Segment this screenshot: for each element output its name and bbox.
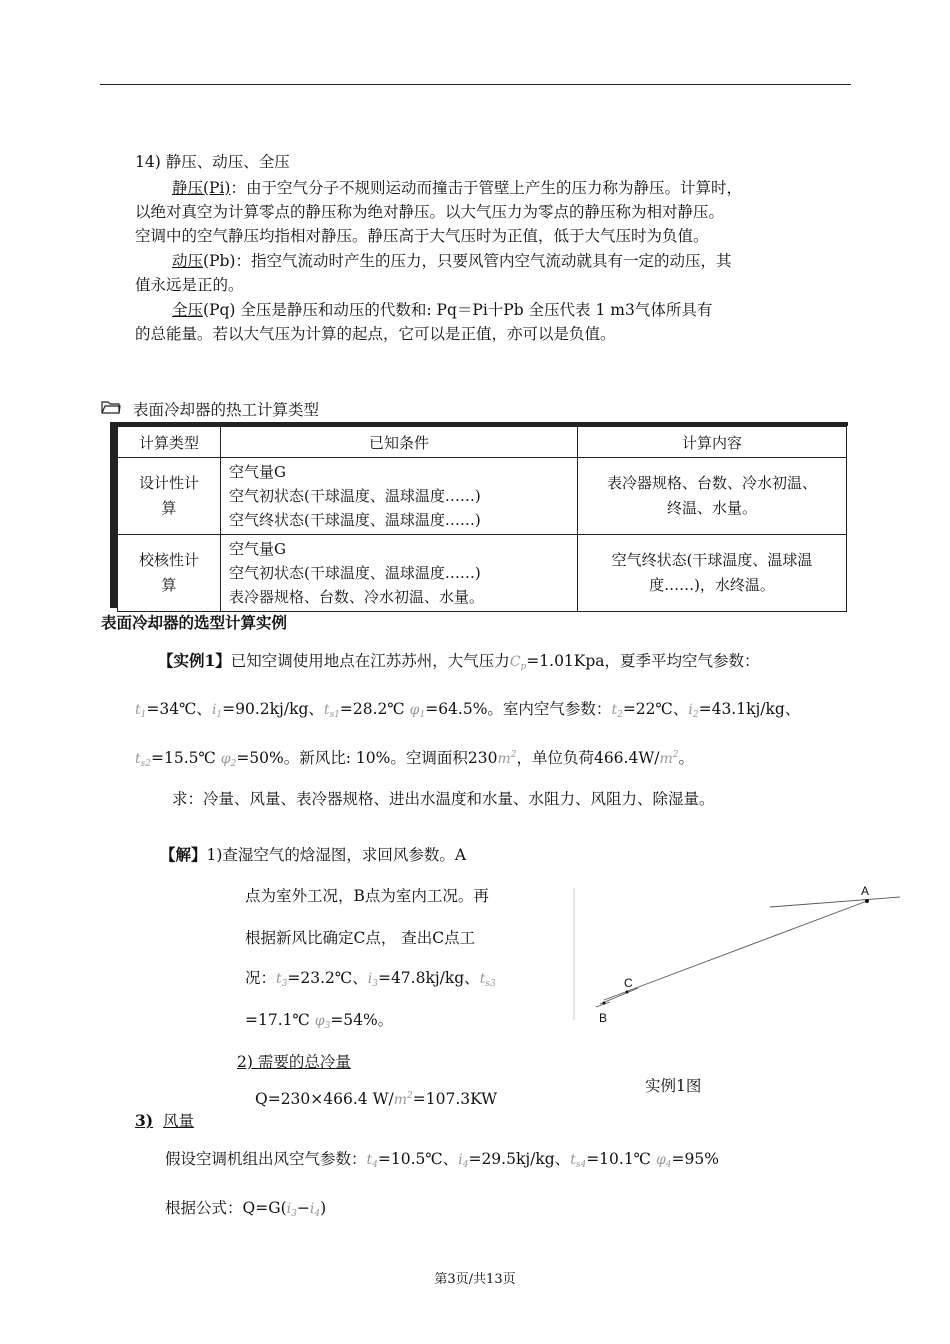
- text: ，单位负荷466.4W/: [516, 749, 660, 767]
- text: =29.5kj/kg、: [468, 1150, 571, 1168]
- solution-tag: 【解】: [160, 845, 207, 864]
- text: (Pb)：指空气流动时产生的压力，只要风管内空气流动就具有一定的动压，其: [203, 252, 732, 270]
- text: =17.1℃: [245, 1011, 315, 1029]
- variable: t: [135, 751, 141, 767]
- variable: i: [367, 971, 373, 987]
- example-question: 求：冷量、风量、表冷器规格、进出水温度和水量、水阻力、风阻力、除湿量。: [172, 790, 715, 808]
- page-footer: 第3页/共13页: [434, 1272, 516, 1287]
- solution-line: 根据新风比确定C点， 查出C点工: [245, 929, 476, 947]
- text: =15.5℃: [151, 749, 221, 767]
- text: =54%。: [330, 1011, 394, 1029]
- cell-line: 校核性计: [138, 551, 199, 569]
- variable: φ: [220, 751, 231, 767]
- text: 根据公式：Q=G(: [165, 1199, 287, 1217]
- cooling-formula: [255, 1090, 497, 1108]
- text-line: 以绝对真空为计算零点的静压称为绝对静压。以大气压力为零点的静压称为相对静压。: [135, 203, 725, 221]
- variable: φ: [655, 1152, 666, 1168]
- variable-subscript: 2: [230, 759, 237, 769]
- table-row: [118, 535, 847, 612]
- solution-line: [160, 843, 466, 865]
- mixing-line: [604, 901, 867, 1000]
- cell-line: 表冷器规格、台数、冷水初温、: [606, 474, 817, 492]
- variable: φ: [409, 702, 420, 718]
- text: 已知空调使用地点在江苏苏州，大气压力: [230, 652, 510, 670]
- variable: t: [276, 971, 282, 987]
- variable-subscript: 3: [324, 1021, 331, 1031]
- solution-line: 点为室外工况，B点为室内工况。再: [245, 887, 489, 905]
- variable-subscript: 3: [281, 979, 288, 989]
- table-cell: [578, 458, 847, 535]
- text: =64.5%。室内空气参数：: [425, 700, 612, 718]
- variable: m: [659, 751, 673, 767]
- text: Q=230×466.4 W/: [255, 1090, 394, 1108]
- variable: t: [570, 1152, 576, 1168]
- variable: i: [309, 1201, 315, 1217]
- variable-subscript: 2: [692, 710, 699, 720]
- cell-line: 算: [161, 499, 177, 517]
- variable-subscript: 4: [372, 1160, 378, 1170]
- diagram-line: [770, 897, 900, 907]
- cell-line: 度……)，水终温。: [649, 576, 775, 594]
- table-header-row: [118, 427, 847, 458]
- text: −: [296, 1199, 310, 1217]
- assumption-line: [165, 1147, 719, 1170]
- variable-subscript: 1: [140, 710, 147, 720]
- diagram-line: [600, 988, 638, 1004]
- text: =1.01Kpa，夏季平均空气参数：: [526, 652, 760, 670]
- total-pressure-term: 全压: [172, 301, 204, 319]
- variable: i: [286, 1201, 292, 1217]
- table-title: 表面冷却器的热工计算类型: [133, 401, 320, 419]
- cell-line: 空气初状态(干球温度、温球温度……): [229, 487, 481, 505]
- variable-subscript: 2: [617, 710, 623, 720]
- text: =22℃、: [622, 700, 689, 718]
- header-cell: 已知条件: [221, 427, 578, 458]
- example-heading: 表面冷却器的选型计算实例: [101, 613, 288, 632]
- cell-line: 设计性计: [138, 474, 199, 492]
- variable-superscript: 2: [672, 750, 679, 760]
- dynamic-pressure-paragraph: [172, 249, 731, 271]
- example-paragraph-line: [135, 746, 694, 769]
- variable: t: [611, 702, 618, 718]
- variable-superscript: 2: [510, 750, 517, 760]
- example-paragraph-line: [158, 649, 760, 672]
- cell-line: 空气初状态(干球温度、温球温度……): [229, 564, 481, 582]
- point-b-label: B: [599, 1011, 608, 1025]
- variable-superscript: 2: [407, 1091, 413, 1101]
- variable: m: [497, 751, 511, 767]
- variable-subscript: s4: [575, 1160, 587, 1170]
- text: =50%。新风比: 10%。空调面积230: [236, 749, 498, 767]
- header-rule: [100, 84, 851, 85]
- header-cell: 计算内容: [578, 427, 847, 458]
- step-airflow: [135, 1109, 194, 1131]
- step-total-cooling: 2) 需要的总冷量: [237, 1053, 351, 1071]
- cell-line: 终温、水量。: [666, 499, 757, 517]
- total-pressure-paragraph: [172, 298, 712, 320]
- folder-icon: [101, 400, 121, 414]
- psychrometric-diagram: [560, 870, 910, 1040]
- point-a-label: A: [861, 884, 870, 898]
- step-number: 3): [135, 1111, 154, 1130]
- text-line: 值永远是正的。: [135, 276, 244, 294]
- solution-line: [245, 966, 496, 989]
- table-cell: [118, 535, 221, 612]
- calculation-type-table: [117, 426, 847, 612]
- text: (Pq) 全压是静压和动压的代数和: Pq＝Pi十Pb 全压代表 1 m3气体所具有: [203, 301, 713, 319]
- table-row: [118, 458, 847, 535]
- text: ): [320, 1199, 327, 1217]
- variable-subscript: p: [520, 662, 527, 672]
- text: 假设空调机组出风空气参数：: [165, 1150, 367, 1168]
- text: =28.2℃: [339, 700, 410, 718]
- text-line: 的总能量。若以大气压为计算的起点，它可以是正值，亦可以是负值。: [135, 325, 616, 343]
- static-pressure-paragraph: [172, 176, 742, 198]
- variable-subscript: 3: [372, 979, 378, 989]
- example-tag: 【实例1】: [158, 651, 231, 670]
- solution-line: [245, 1008, 393, 1031]
- variable: t: [323, 702, 330, 718]
- table-cell: [118, 458, 221, 535]
- table-cell: [221, 535, 578, 612]
- section-heading: 14) 静压、动压、全压: [135, 153, 290, 171]
- variable-subscript: 3: [291, 1209, 297, 1219]
- variable: t: [135, 702, 141, 718]
- text-line: 空调中的空气静压均指相对静压。静压高于大气压时为正值，低于大气压时为负值。: [135, 227, 709, 245]
- point-a-marker: [865, 899, 869, 903]
- static-pressure-term: 静压(Pi): [172, 179, 231, 197]
- cell-line: 表冷器规格、台数、冷水初温、水量。: [229, 588, 485, 606]
- text: =10.1℃: [586, 1150, 656, 1168]
- variable: i: [458, 1152, 463, 1168]
- text: =95%: [671, 1150, 719, 1168]
- variable: φ: [314, 1013, 325, 1029]
- dynamic-pressure-term: 动压: [172, 252, 204, 270]
- text: =47.8kj/kg、: [377, 969, 480, 987]
- cell-line: 空气终状态(干球温度、温球温度……): [229, 511, 481, 529]
- text: ：由于空气分子不规则运动而撞击于管壁上产生的压力称为静压。计算时，: [230, 179, 742, 197]
- table-cell: [221, 458, 578, 535]
- variable: t: [366, 1152, 373, 1168]
- step-label: 风量: [162, 1112, 194, 1130]
- point-c-marker: [626, 991, 629, 994]
- text: =10.5℃、: [377, 1150, 459, 1168]
- text: 况：: [245, 969, 277, 987]
- variable: i: [688, 702, 693, 718]
- formula-line: [165, 1196, 326, 1219]
- header-cell: 计算类型: [118, 427, 221, 458]
- table-cell: [578, 535, 847, 612]
- variable-subscript: 1: [216, 710, 223, 720]
- variable-subscript: 4: [314, 1209, 321, 1219]
- text: =107.3KW: [412, 1090, 498, 1108]
- text: =90.2kj/kg、: [222, 700, 324, 718]
- variable: m: [393, 1092, 408, 1108]
- variable: C: [509, 654, 521, 670]
- point-b-marker: [603, 1002, 606, 1005]
- variable: t: [479, 971, 486, 987]
- text: =34℃、: [146, 700, 212, 718]
- cell-line: 空气量G: [229, 540, 286, 558]
- cell-line: 空气终状态(干球温度、温球温: [611, 551, 813, 569]
- variable-subscript: s1: [329, 710, 340, 720]
- variable-subscript: s2: [140, 759, 151, 769]
- variable-subscript: 4: [462, 1160, 469, 1170]
- variable-subscript: 4: [665, 1160, 672, 1170]
- example-paragraph-line: [135, 697, 800, 720]
- variable: i: [211, 702, 217, 718]
- text: 。: [678, 749, 695, 767]
- cell-line: 算: [161, 576, 177, 594]
- figure-caption: 实例1图: [645, 1077, 702, 1095]
- text: 1)查湿空气的焓湿图，求回风参数。A: [206, 846, 467, 864]
- text: =23.2℃、: [287, 969, 368, 987]
- variable-subscript: s3: [485, 979, 496, 989]
- table-border-shade: [110, 422, 117, 608]
- cell-line: 空气量G: [229, 463, 286, 481]
- point-c-label: C: [624, 976, 633, 990]
- text: =43.1kj/kg、: [698, 700, 801, 718]
- variable-subscript: 1: [419, 710, 426, 720]
